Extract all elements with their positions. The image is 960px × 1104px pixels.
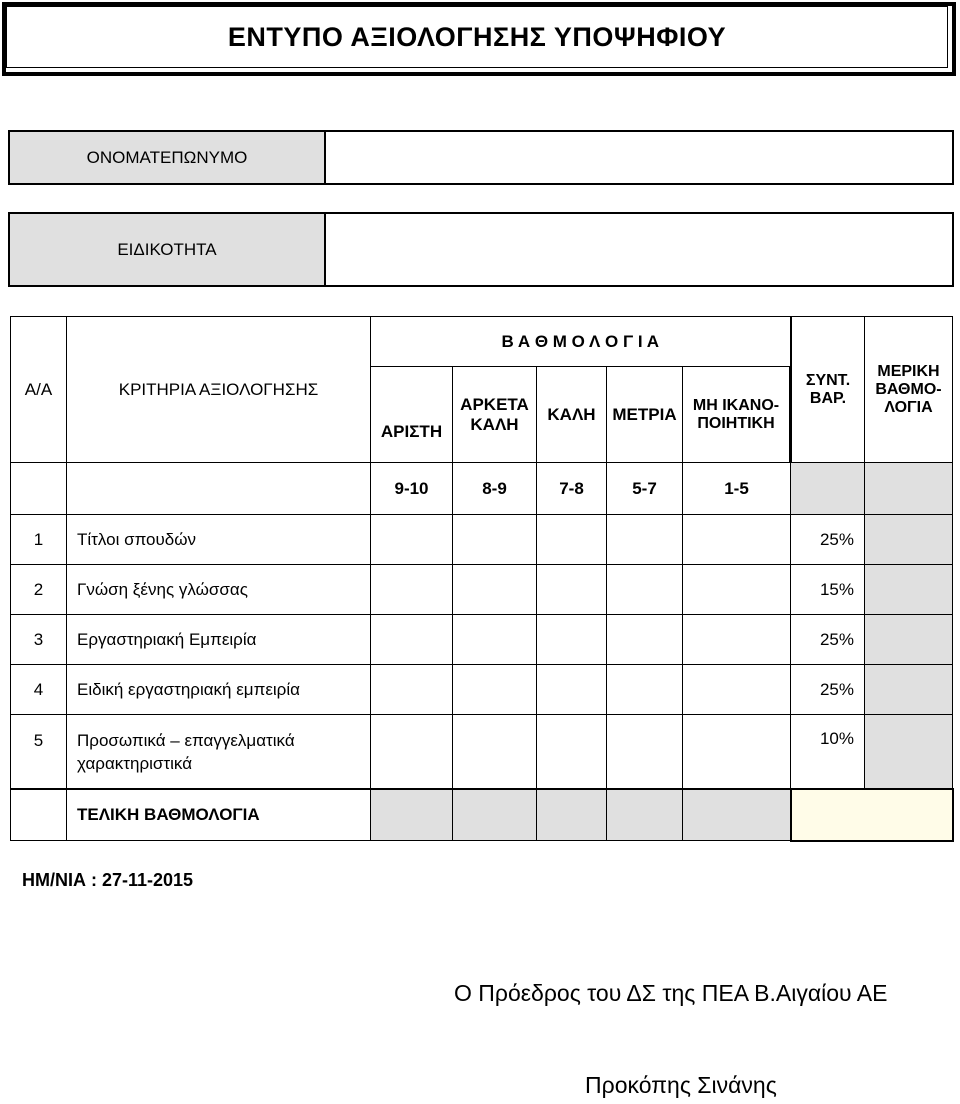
name-label: ΟΝΟΜΑΤΕΠΩΝΥΜΟ <box>10 132 326 183</box>
score-cell[interactable] <box>453 715 537 789</box>
score-cell[interactable] <box>683 515 791 565</box>
score-cell[interactable] <box>607 715 683 789</box>
signature-name: Προκόπης Σινάνης <box>585 1072 777 1098</box>
range-very-good: 8-9 <box>453 463 537 515</box>
total-shaded-cell <box>607 789 683 841</box>
name-field-row <box>8 130 954 185</box>
level-very-good: ΑΡΚΕΤΑ ΚΑΛΗ <box>453 367 537 463</box>
level-unsatisfactory: ΜΗ ΙΚΑΝΟ-ΠΟΙΗΤΙΚΗ <box>683 367 791 463</box>
name-value-field[interactable] <box>326 132 952 183</box>
score-cell[interactable] <box>371 715 453 789</box>
page-title: ΕΝΤΥΠΟ ΑΞΙΟΛΟΓΗΣΗΣ ΥΠΟΨΗΦΙΟΥ <box>6 6 948 68</box>
ranges-weight-shaded <box>791 463 865 515</box>
weight-value: 25% <box>791 615 865 665</box>
score-cell[interactable] <box>371 615 453 665</box>
weight-value: 10% <box>791 715 865 789</box>
partial-score-cell <box>865 665 953 715</box>
total-shaded-cell <box>453 789 537 841</box>
range-moderate: 5-7 <box>607 463 683 515</box>
partial-score-cell <box>865 715 953 789</box>
total-label: ΤΕΛΙΚΗ ΒΑΘΜΟΛΟΓΙΑ <box>67 789 371 841</box>
row-number: 1 <box>11 515 67 565</box>
criterion-name: Εργαστηριακή Εμπειρία <box>67 615 371 665</box>
total-empty-aa <box>11 789 67 841</box>
level-good: ΚΑΛΗ <box>537 367 607 463</box>
score-cell[interactable] <box>607 615 683 665</box>
ranges-empty-aa <box>11 463 67 515</box>
col-partial-header: ΜΕΡΙΚΗ ΒΑΘΜΟ-ΛΟΓΙΑ <box>865 317 953 463</box>
range-good: 7-8 <box>537 463 607 515</box>
score-cell[interactable] <box>683 565 791 615</box>
score-cell[interactable] <box>371 665 453 715</box>
range-unsatisfactory: 1-5 <box>683 463 791 515</box>
score-cell[interactable] <box>607 665 683 715</box>
total-shaded-cell <box>683 789 791 841</box>
score-cell[interactable] <box>537 515 607 565</box>
criterion-name: Τίτλοι σπουδών <box>67 515 371 565</box>
col-weight-header: ΣΥΝΤ. ΒΑΡ. <box>791 317 865 463</box>
criterion-name: Ειδική εργαστηριακή εμπειρία <box>67 665 371 715</box>
table-row <box>11 515 953 565</box>
criterion-name: Γνώση ξένης γλώσσας <box>67 565 371 615</box>
grading-header: Β Α Θ Μ Ο Λ Ο Γ Ι Α <box>371 317 791 367</box>
criterion-name: Προσωπικά – επαγγελματικά χαρακτηριστικά <box>67 715 371 789</box>
table-row <box>11 665 953 715</box>
table-row <box>11 615 953 665</box>
weight-value: 25% <box>791 515 865 565</box>
score-cell[interactable] <box>607 565 683 615</box>
score-cell[interactable] <box>371 515 453 565</box>
score-cell[interactable] <box>683 715 791 789</box>
score-cell[interactable] <box>607 515 683 565</box>
score-cell[interactable] <box>537 665 607 715</box>
partial-score-cell <box>865 565 953 615</box>
score-cell[interactable] <box>453 515 537 565</box>
ranges-empty-criteria <box>67 463 371 515</box>
weight-value: 15% <box>791 565 865 615</box>
row-number: 4 <box>11 665 67 715</box>
level-moderate: ΜΕΤΡΙΑ <box>607 367 683 463</box>
col-aa-header: Α/Α <box>11 317 67 463</box>
specialty-field-row <box>8 212 954 287</box>
score-cell[interactable] <box>683 615 791 665</box>
row-number: 2 <box>11 565 67 615</box>
range-excellent: 9-10 <box>371 463 453 515</box>
evaluation-table <box>10 316 954 842</box>
total-shaded-cell <box>537 789 607 841</box>
row-number: 5 <box>11 715 67 789</box>
level-excellent: ΑΡΙΣΤΗ <box>371 367 453 463</box>
date-line: ΗΜ/ΝΙΑ : 27-11-2015 <box>22 870 194 890</box>
total-shaded-cell <box>371 789 453 841</box>
score-cell[interactable] <box>453 665 537 715</box>
signature-role: Ο Πρόεδρος του ΔΣ της ΠΕΑ Β.Αιγαίου ΑΕ <box>454 980 888 1006</box>
partial-score-cell <box>865 615 953 665</box>
partial-score-cell <box>865 515 953 565</box>
score-cell[interactable] <box>371 565 453 615</box>
score-cell[interactable] <box>683 665 791 715</box>
score-cell[interactable] <box>537 615 607 665</box>
total-row <box>11 789 953 841</box>
score-cell[interactable] <box>537 565 607 615</box>
row-number: 3 <box>11 615 67 665</box>
score-cell[interactable] <box>453 565 537 615</box>
score-cell[interactable] <box>537 715 607 789</box>
ranges-partial-shaded <box>865 463 953 515</box>
total-score-field[interactable] <box>791 789 953 841</box>
table-row <box>11 565 953 615</box>
weight-value: 25% <box>791 665 865 715</box>
col-criteria-header: ΚΡΙΤΗΡΙΑ ΑΞΙΟΛΟΓΗΣΗΣ <box>67 317 371 463</box>
score-cell[interactable] <box>453 615 537 665</box>
table-row <box>11 715 953 789</box>
specialty-label: ΕΙΔΙΚΟΤΗΤΑ <box>10 214 326 285</box>
specialty-value-field[interactable] <box>326 214 952 285</box>
